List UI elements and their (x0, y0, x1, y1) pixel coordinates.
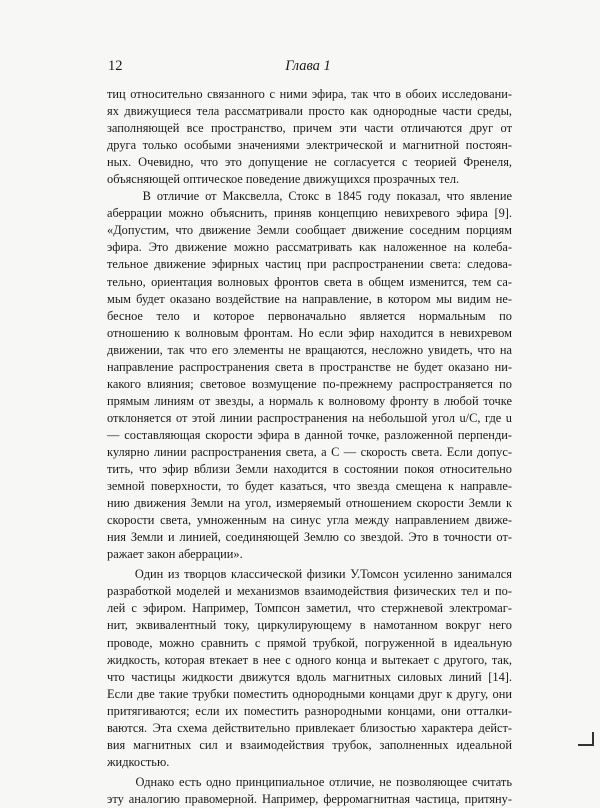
text-line: друга только особыми значениями электрической и магнитной постоян- (107, 138, 512, 153)
paragraph (107, 188, 512, 563)
text-line: заполняющей все пространство, причем эти части отличаются друг от (107, 121, 512, 136)
text-line: скорости света, умноженным на синус угла между направлением движе- (107, 513, 512, 528)
text-line: Если две такие трубки поместить однородными концами друг к другу, они (107, 686, 512, 701)
text-line: тиц относительно связанного с ними эфира, так что в обоих исследовани- (107, 87, 512, 101)
text-line: тить, что эфир вблизи Земли находится в состоянии покоя относительно (107, 462, 512, 477)
text-line: нит, эквивалентный току, циркулирующему в намотанном вокруг него (107, 618, 512, 633)
text-line: мым будет оказано воздействие на направление, в котором мы видим не- (107, 291, 512, 306)
text-line: ражает закон аберрации». (107, 547, 243, 562)
paragraph (107, 566, 512, 771)
text-line: отношению к волновым фронтам. Но если эфир находится в невихревом (107, 325, 512, 340)
text-line: аберрации можно объяснить, приняв концепцию невихревого эфира [9]. (107, 206, 512, 221)
text-line: ния Земли и линией, соединяющей Землю со звездой. Это в точности от- (107, 530, 512, 545)
text-line: эту аналогию правомерной. Например, ферромагнитная частица, притяну- (107, 791, 512, 806)
chapter-title: Глава 1 (285, 58, 331, 74)
text-line: эфира. Это движение можно рассматривать как наложенное на колеба- (107, 240, 512, 255)
text-line: Один из творцов классической физики У.Томсон усиленно занимался (107, 567, 512, 582)
text-line: нию движения Земли на угол, измеряемый отношением скорости Земли к (107, 496, 512, 511)
page-number: 12 (108, 58, 123, 74)
text-line: движении, так что его элементы не вращаются, несложно увидеть, что на (107, 342, 512, 357)
text-line: Однако есть одно принципиальное отличие, не позволяющее считать (107, 774, 512, 789)
text-line: — составляющая скорости эфира в данной точке, разложенной перпенди- (107, 427, 512, 442)
text-line: кулярно линии распространения света, а C — скорость света. Если допус- (107, 444, 512, 459)
text-line: тельное движение эфирных частиц при распространении света: следова- (107, 257, 512, 272)
text-line: что частицы жидкости движутся вдоль магнитных силовых линий [14]. (107, 669, 512, 684)
text-line: бесное тело и которое первоначально является нормальным по (107, 308, 512, 323)
text-line: В отличие от Максвелла, Стокс в 1845 году показал, что явление (107, 189, 512, 204)
text-line: ных. Очевидно, что это допущение не согласуется с теорией Френеля, (107, 155, 512, 170)
text-line: ях движущиеся тела рассматривали просто как однородные части среды, (107, 104, 512, 119)
text-line: «Допустим, что движение Земли сообщает движение соседним порциям (107, 223, 512, 238)
text-line: направление распространения света в пространстве не будет оказано ни- (107, 359, 512, 374)
text-line: проводе, можно сравнить с прямой трубкой, погруженной в идеальную (107, 635, 512, 650)
text-line: ваются. Эта схема действительно привлекает близостью характера дейст- (107, 720, 512, 735)
text-line: отклоняется от этой линии распространения на небольшой угол u/C, где u (107, 410, 512, 425)
text-line: вия магнитных сил и взаимодействия трубок, заполненных идеальной (107, 737, 512, 752)
text-line: лей с эфиром. Например, Томпсон заметил, что стержневой электромаг- (107, 601, 512, 616)
paragraph (107, 774, 512, 808)
body-text (107, 86, 512, 808)
text-line: земной поверхности, то будет казаться, что звезда смещена к направле- (107, 479, 512, 494)
text-line: тельно, ориентация волновых фронтов света в общем изменится, тем са- (107, 274, 512, 289)
text-line: объясняющей оптическое поведение движущихся прозрачных тел. (107, 172, 460, 187)
text-line: жидкость, которая втекает в нее с одного конца и вытекает с другого, так, (107, 652, 512, 667)
running-header (108, 58, 508, 78)
text-line: притягиваются; если их поместить разнородными концами, они отталки- (107, 703, 512, 718)
text-line: разработкой моделей и механизмов взаимодействия физических тел и по- (107, 584, 512, 599)
paragraph (107, 86, 512, 188)
corner-mark (578, 732, 594, 746)
text-line: прямым линиям от звезды, а нормаль к волновому фронту в любой точке (107, 393, 512, 408)
text-line: какого влияния; световое возмущение по-прежнему распространяется по (107, 376, 512, 391)
text-line: жидкостью. (107, 754, 170, 769)
